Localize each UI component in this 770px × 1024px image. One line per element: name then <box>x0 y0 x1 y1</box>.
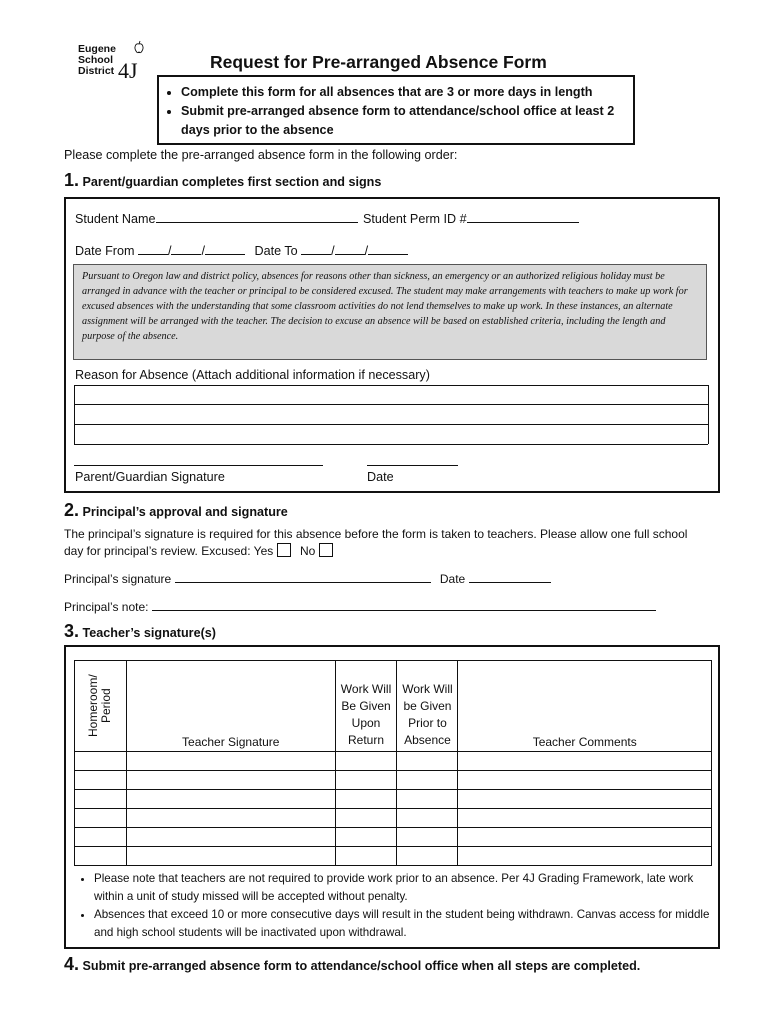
principal-note-field[interactable] <box>152 598 656 611</box>
section-title: Parent/guardian completes first section and signs <box>82 175 382 189</box>
upon-return-header: Work Will Be Given Upon Return <box>335 661 397 752</box>
policy-notice: Pursuant to Oregon law and district policy, absences for reasons other than sickness, an emergency or an authorized religious holiday must be arranged in advance with the teacher or principal to be considered excused. The student may make arrangements with teachers to make up work for excused absences with the understanding that some classroom activities do not lend themselves to make up work. In these instances, an alternate assignment will be arranged with the teacher. The decision to excuse an absence will be based on established criteria, including the length and purpose of the absence. <box>73 264 707 360</box>
comments-header: Teacher Comments <box>458 661 712 752</box>
apple-icon <box>133 40 145 54</box>
instruction-item: • Complete this form for all absences that are 3 or more days in length <box>181 83 633 102</box>
section-3-heading <box>64 621 216 642</box>
date-from-label: Date From <box>75 244 135 258</box>
period-header: Homeroom/ Period <box>75 661 127 752</box>
note-item: • Absences that exceed 10 or more consecutive days will result in the student being withdrawn. Canvas access for middle and high school students will be inactivated upon withdrawal. <box>94 906 716 942</box>
section-number: 1. <box>64 170 80 190</box>
prior-header: Work Will be Given Prior to Absence <box>397 661 458 752</box>
excused-no-checkbox[interactable] <box>319 543 333 557</box>
section-title: Submit pre-arranged absence form to attendance/school office when all steps are completed. <box>82 959 641 973</box>
logo-line-2: School <box>78 54 114 66</box>
yes-label: Yes <box>253 544 274 558</box>
student-name-label: Student Name <box>75 212 156 226</box>
reason-label: Reason for Absence (Attach additional information if necessary) <box>75 368 430 382</box>
principal-text: The principal’s signature is required for this absence before the form is taken to teachers. Please allow one full school day for principal’s review. <box>64 527 688 558</box>
section-number: 2. <box>64 500 80 520</box>
date-to-day[interactable] <box>335 242 365 255</box>
date-from-year[interactable] <box>205 242 245 255</box>
principal-signature-field[interactable] <box>175 570 431 583</box>
principal-date-label: Date <box>439 572 466 586</box>
student-name-field[interactable] <box>156 210 358 223</box>
section-number: 4. <box>64 954 80 974</box>
date-to-year[interactable] <box>368 242 408 255</box>
parent-date-line[interactable] <box>367 465 458 466</box>
table-row[interactable] <box>75 790 712 809</box>
logo-number: 4J <box>118 58 138 83</box>
date-from-day[interactable] <box>171 242 201 255</box>
parent-date-label: Date <box>367 470 394 484</box>
form-title: Request for Pre-arranged Absence Form <box>210 52 547 72</box>
intro-text: Please complete the pre-arranged absence form in the following order: <box>64 148 458 162</box>
table-row[interactable] <box>75 771 712 790</box>
student-name-row <box>75 210 579 226</box>
logo-line-3: District <box>78 65 115 77</box>
perm-id-field[interactable] <box>467 210 579 223</box>
signature-header: Teacher Signature <box>126 661 335 752</box>
principal-note-label: Principal’s note: <box>64 600 149 614</box>
section-title: Teacher’s signature(s) <box>82 626 216 640</box>
excused-label: Excused: <box>201 544 251 558</box>
principal-date-field[interactable] <box>469 570 551 583</box>
table-row[interactable] <box>75 847 712 866</box>
section-1-heading <box>64 170 381 191</box>
principal-instructions <box>64 526 704 560</box>
date-to-label: Date To <box>254 244 298 258</box>
principal-signature-label: Principal’s signature <box>64 572 172 586</box>
section-4-heading <box>64 954 640 975</box>
note-item: • Please note that teachers are not required to provide work prior to an absence. Per 4J Grading Framework, late work within a unit of study missed will be accepted without penalty. <box>94 870 716 906</box>
parent-signature-line[interactable] <box>74 465 323 466</box>
table-row[interactable] <box>75 809 712 828</box>
section-2-heading <box>64 500 288 521</box>
section-title: Principal’s approval and signature <box>82 505 288 519</box>
principal-note-row <box>64 598 656 614</box>
parent-signature-label: Parent/Guardian Signature <box>75 470 225 484</box>
section-number: 3. <box>64 621 80 641</box>
teacher-notes <box>76 870 716 942</box>
instructions-box <box>157 75 635 145</box>
table-row[interactable] <box>75 752 712 771</box>
date-row: Date From / / Date To / / <box>75 242 408 258</box>
instruction-item: • Submit pre-arranged absence form to attendance/school office at least 2 days prior to the absence <box>181 102 633 140</box>
date-to-month[interactable] <box>301 242 331 255</box>
teacher-table <box>74 660 712 866</box>
principal-signature-row <box>64 570 551 586</box>
no-label: No <box>299 544 316 558</box>
table-row[interactable] <box>75 828 712 847</box>
excused-yes-checkbox[interactable] <box>277 543 291 557</box>
logo-line-1: Eugene <box>78 43 116 55</box>
date-from-month[interactable] <box>138 242 168 255</box>
perm-id-label: Student Perm ID # <box>363 212 467 226</box>
district-logo <box>78 44 148 92</box>
